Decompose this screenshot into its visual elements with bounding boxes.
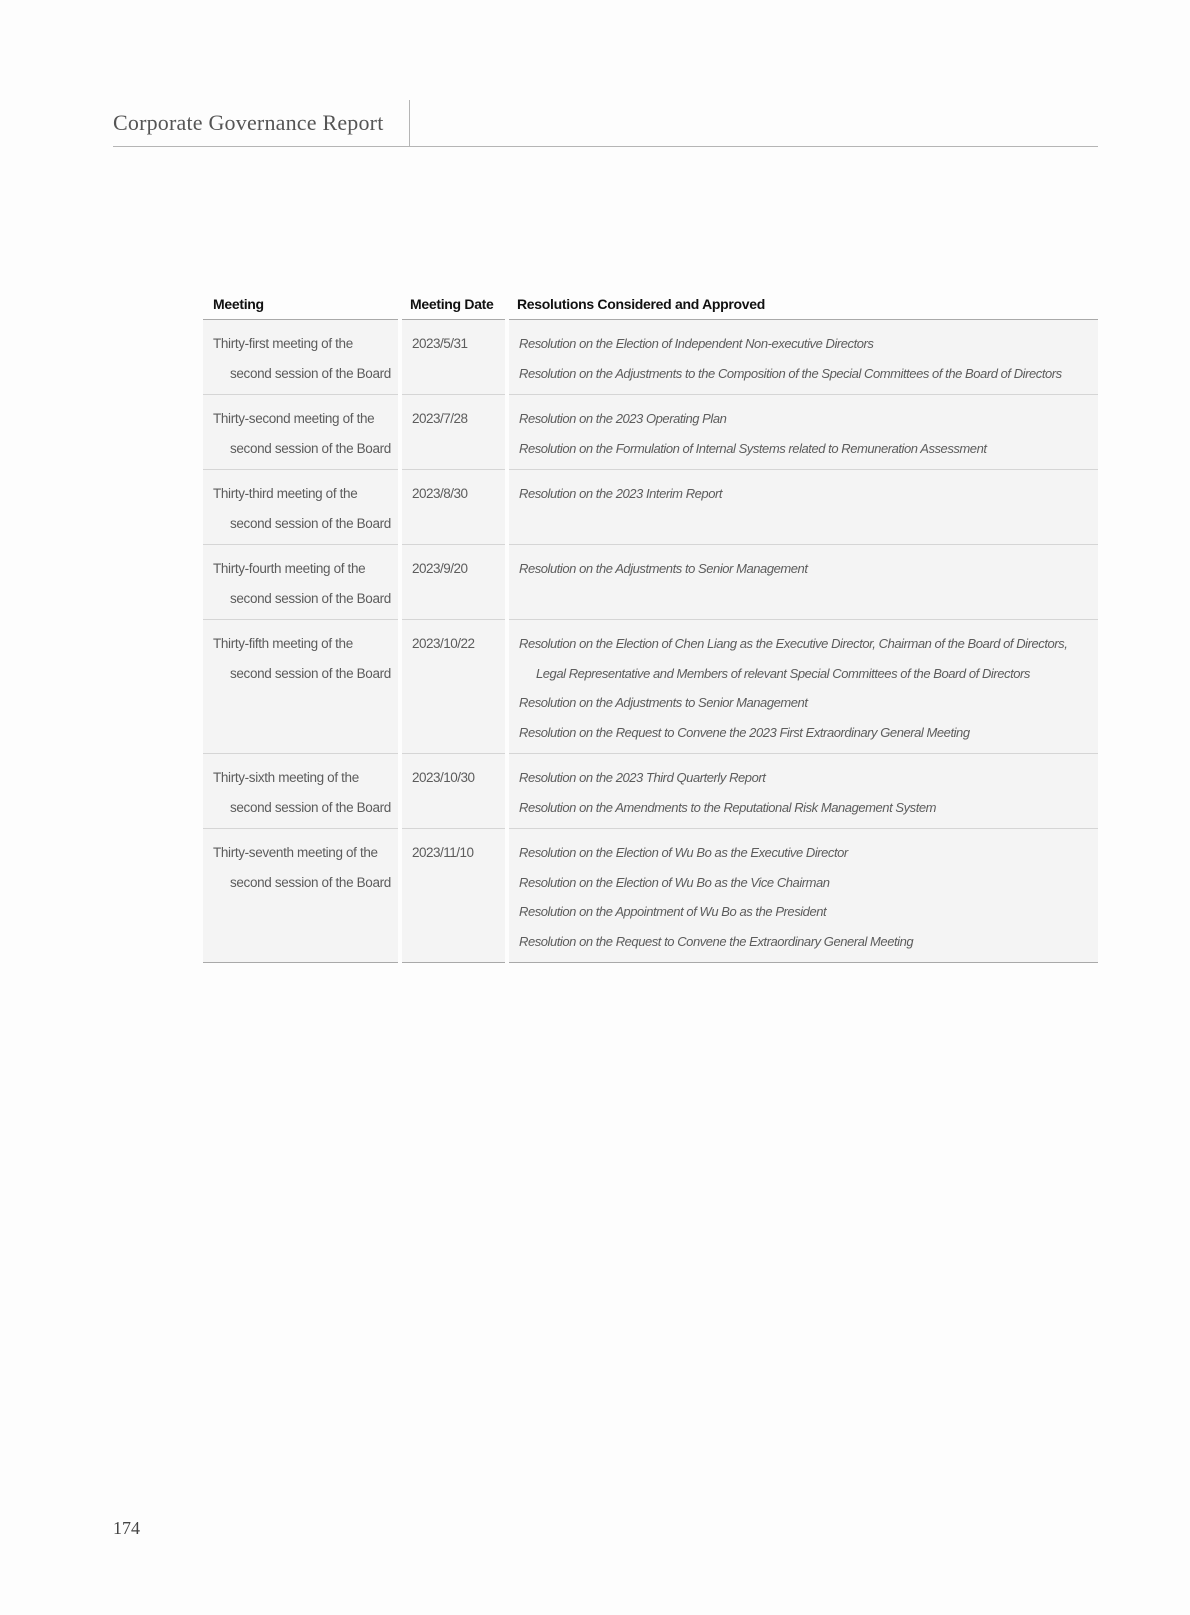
resolution-item: Resolution on the 2023 Operating Plan: [519, 411, 727, 426]
meeting-cell: [203, 545, 400, 620]
resolutions-cell: [507, 320, 1098, 395]
meeting-session: second session of the Board: [230, 799, 391, 815]
resolution-item: Resolution on the Adjustments to Senior Management: [519, 561, 808, 576]
date-cell: [400, 829, 507, 963]
meeting-name: Thirty-sixth meeting of the: [213, 770, 359, 785]
meeting-session: second session of the Board: [230, 590, 391, 606]
resolution-item: Resolution on the Election of Wu Bo as the Vice Chairman: [519, 874, 830, 890]
meeting-cell: [203, 470, 400, 545]
meeting-date: 2023/8/30: [412, 486, 468, 501]
meeting-date: 2023/10/30: [412, 770, 475, 785]
meeting-date: 2023/7/28: [412, 411, 468, 426]
meeting-session: second session of the Board: [230, 515, 391, 531]
resolutions-cell: [507, 545, 1098, 620]
resolution-item: Resolution on the 2023 Third Quarterly Report: [519, 770, 766, 785]
resolution-item: Resolution on the Formulation of Internal Systems related to Remuneration Assessment: [519, 440, 987, 456]
meeting-name: Thirty-first meeting of the: [213, 336, 353, 351]
resolution-item: Resolution on the Election of Chen Liang as the Executive Director, Chairman of the Board of Directors, Legal Representative and Members of relevant Special Committees of the Board of Directors: [519, 636, 1068, 681]
table-row: [203, 320, 1098, 395]
resolutions-cell: [507, 395, 1098, 470]
resolution-item: Resolution on the Request to Convene the Extraordinary General Meeting: [519, 933, 914, 949]
resolution-item: Resolution on the Adjustments to the Composition of the Special Committees of the Board of Directors: [519, 365, 1062, 381]
resolution-item: Resolution on the Election of Wu Bo as the Executive Director: [519, 845, 848, 860]
column-header-resolutions: Resolutions Considered and Approved: [507, 288, 1098, 320]
date-cell: [400, 754, 507, 829]
column-header-date: Meeting Date: [400, 288, 507, 320]
meeting-name: Thirty-seventh meeting of the: [213, 845, 378, 860]
meeting-session: second session of the Board: [230, 440, 391, 456]
meeting-cell: [203, 754, 400, 829]
resolutions-table: [203, 288, 1098, 963]
date-cell: [400, 545, 507, 620]
resolutions-cell: [507, 754, 1098, 829]
meeting-session: second session of the Board: [230, 365, 391, 381]
page-title: Corporate Governance Report: [113, 110, 384, 135]
date-cell: [400, 620, 507, 754]
meeting-cell: [203, 620, 400, 754]
table-header-row: [203, 288, 1098, 320]
table-row: [203, 545, 1098, 620]
date-cell: [400, 395, 507, 470]
meeting-date: 2023/9/20: [412, 561, 468, 576]
page-header: [113, 100, 1098, 147]
resolutions-cell: [507, 470, 1098, 545]
meeting-cell: [203, 829, 400, 963]
meeting-cell: [203, 395, 400, 470]
header-divider: [409, 100, 410, 146]
meeting-session: second session of the Board: [230, 665, 391, 681]
resolution-item: Resolution on the Request to Convene the 2023 First Extraordinary General Meeting: [519, 724, 970, 740]
table-row: [203, 829, 1098, 963]
table-row: [203, 620, 1098, 754]
resolution-item: Resolution on the Adjustments to Senior Management: [519, 695, 808, 710]
meeting-session: second session of the Board: [230, 874, 391, 890]
meeting-date: 2023/11/10: [412, 845, 474, 860]
page-number: 174: [113, 1518, 140, 1538]
meeting-name: Thirty-fourth meeting of the: [213, 561, 366, 576]
table-row: [203, 754, 1098, 829]
resolution-item: Resolution on the Election of Independent Non-executive Directors: [519, 336, 874, 351]
column-header-meeting: Meeting: [203, 288, 400, 320]
table-row: [203, 395, 1098, 470]
meeting-name: Thirty-third meeting of the: [213, 486, 358, 501]
meeting-date: 2023/10/22: [412, 636, 475, 651]
meeting-name: Thirty-fifth meeting of the: [213, 636, 353, 651]
table-row: [203, 470, 1098, 545]
meeting-date: 2023/5/31: [412, 336, 468, 351]
resolution-item: Resolution on the Appointment of Wu Bo as the President: [519, 904, 827, 919]
resolutions-cell: [507, 620, 1098, 754]
resolution-item: Resolution on the 2023 Interim Report: [519, 486, 723, 501]
resolutions-cell: [507, 829, 1098, 963]
meeting-name: Thirty-second meeting of the: [213, 411, 375, 426]
date-cell: [400, 470, 507, 545]
resolution-item: Resolution on the Amendments to the Reputational Risk Management System: [519, 799, 937, 815]
meeting-cell: [203, 320, 400, 395]
date-cell: [400, 320, 507, 395]
